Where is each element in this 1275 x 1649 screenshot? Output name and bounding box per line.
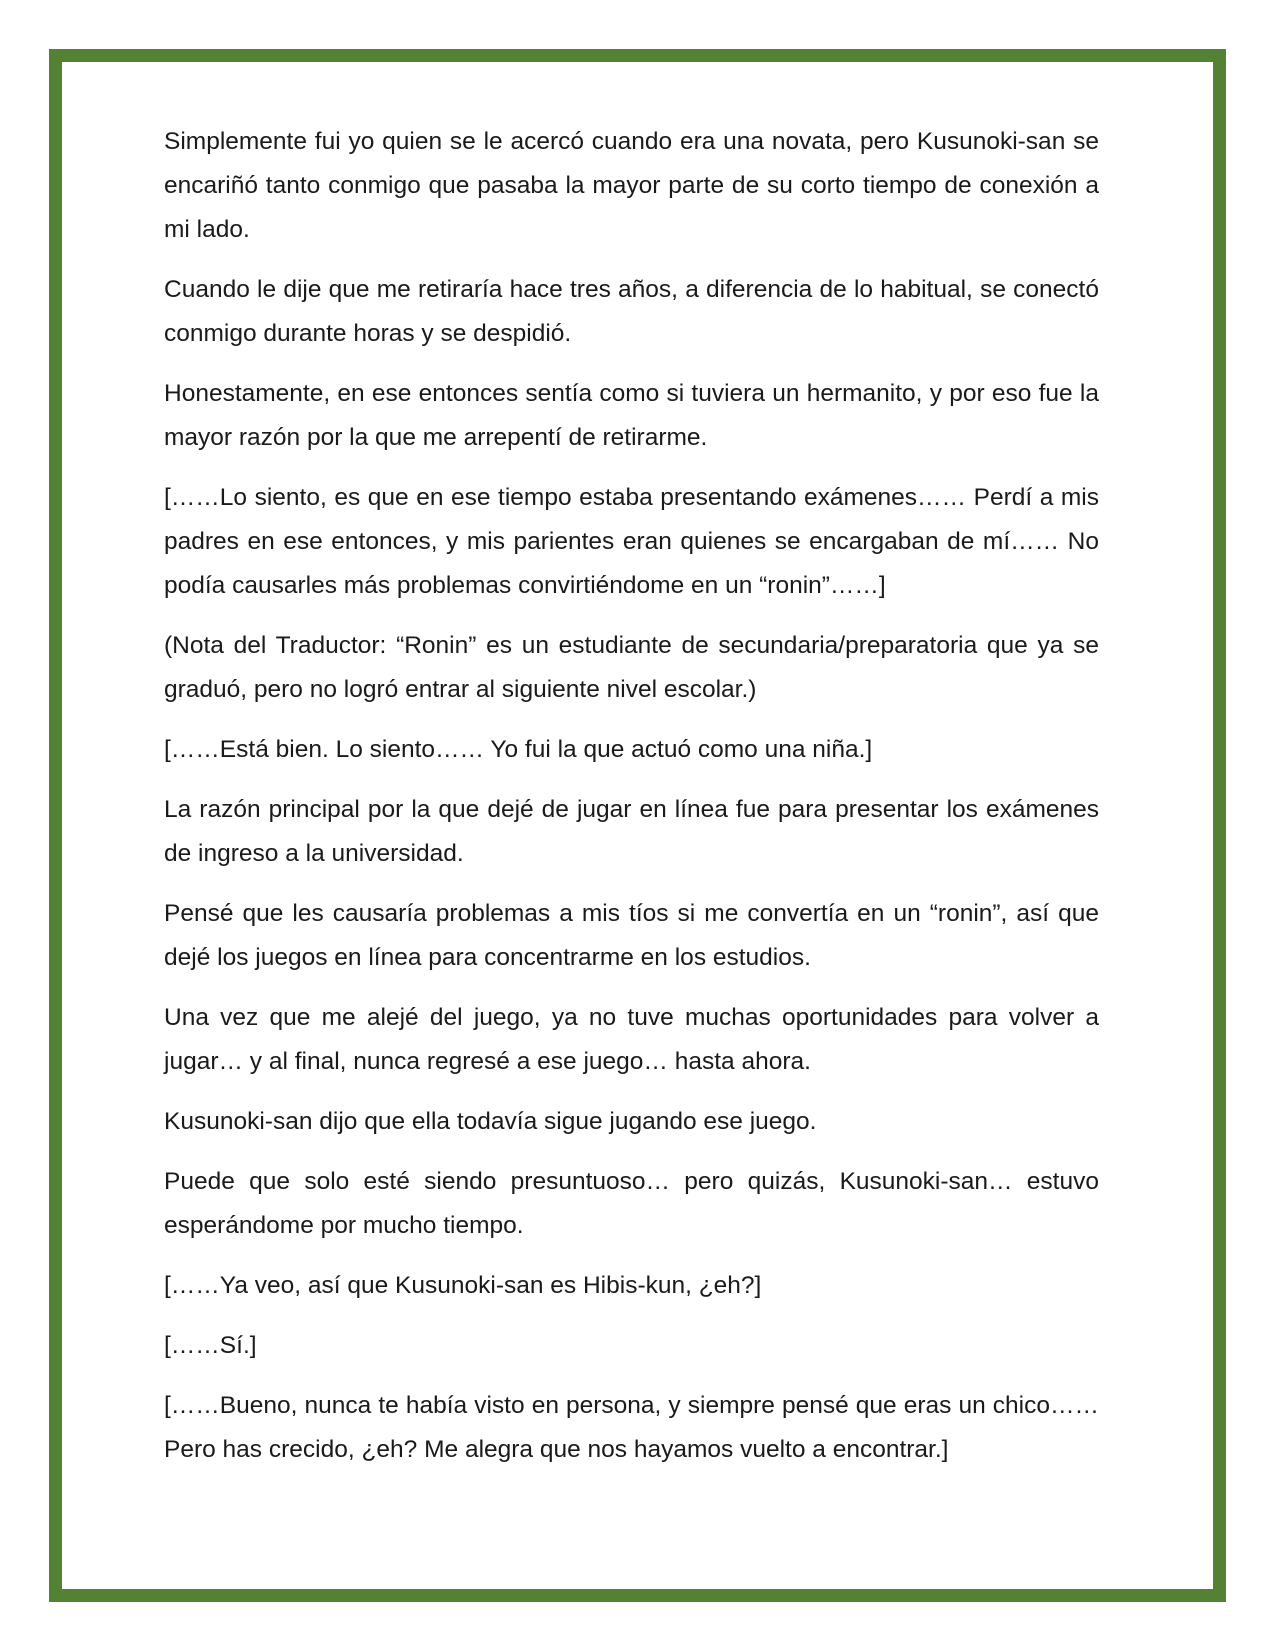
paragraph-4: [……Lo siento, es que en ese tiempo estaba presentando exámenes…… Perdí a mis padres en ese entonces, y mis parientes eran quienes se encargaban de mí…… No podía causarles más problemas convirtiéndome en un “ronin”……] [164,484,1099,599]
document-body [164,120,1099,1488]
paragraph-13: [……Sí.] [164,1332,257,1359]
paragraph-6: [……Está bien. Lo siento…… Yo fui la que actuó como una niña.] [164,736,873,763]
paragraph-7: La razón principal por la que dejé de jugar en línea fue para presentar los exámenes de ingreso a la universidad. [164,796,1099,867]
translator-note: (Nota del Traductor: “Ronin” es un estudiante de secundaria/preparatoria que ya se graduó, pero no logró entrar al siguiente nivel escolar.) [164,632,1099,703]
paragraph-2: Cuando le dije que me retiraría hace tres años, a diferencia de lo habitual, se conectó conmigo durante horas y se despidió. [164,276,1099,347]
paragraph-8: Pensé que les causaría problemas a mis tíos si me convertía en un “ronin”, así que dejé los juegos en línea para concentrarme en los estudios. [164,900,1099,971]
paragraph-9: Una vez que me alejé del juego, ya no tuve muchas oportunidades para volver a jugar… y al final, nunca regresé a ese juego… hasta ahora. [164,1004,1099,1075]
paragraph-10: Kusunoki-san dijo que ella todavía sigue jugando ese juego. [164,1108,817,1135]
paragraph-14: [……Bueno, nunca te había visto en persona, y siempre pensé que eras un chico…… Pero has crecido, ¿eh? Me alegra que nos hayamos vuelto a encontrar.] [164,1392,1099,1463]
paragraph-1: Simplemente fui yo quien se le acercó cuando era una novata, pero Kusunoki-san se encariñó tanto conmigo que pasaba la mayor parte de su corto tiempo de conexión a mi lado. [164,128,1099,243]
paragraph-3: Honestamente, en ese entonces sentía como si tuviera un hermanito, y por eso fue la mayor razón por la que me arrepentí de retirarme. [164,380,1099,451]
paragraph-11: Puede que solo esté siendo presuntuoso… pero quizás, Kusunoki-san… estuvo esperándome por mucho tiempo. [164,1168,1099,1239]
paragraph-12: [……Ya veo, así que Kusunoki-san es Hibis-kun, ¿eh?] [164,1272,762,1299]
